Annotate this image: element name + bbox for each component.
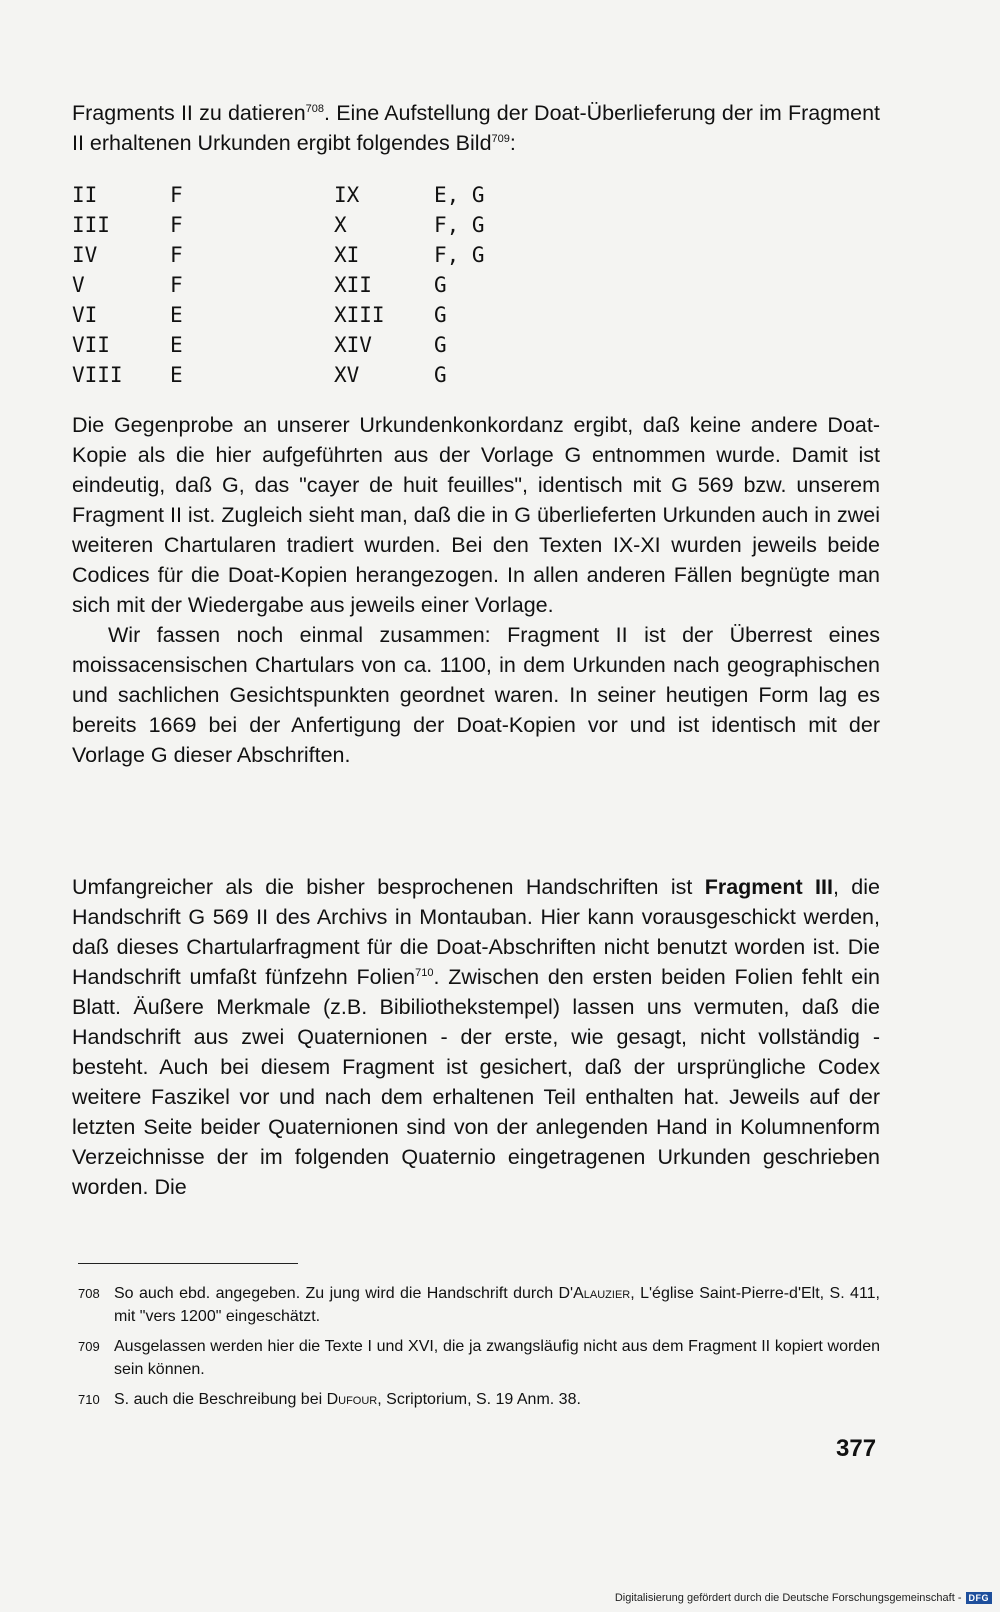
source-letter: E	[170, 333, 183, 357]
footnote-text: Ausgelassen werden hier die Texte I und XVI, die ja zwangsläufig nicht aus dem Fragment II kopiert worden sein können.	[114, 1338, 880, 1378]
charter-number: XV	[334, 363, 360, 387]
footnote-text: So auch ebd. angegeben. Zu jung wird die Handschrift durch	[114, 1285, 559, 1302]
table-row	[72, 270, 447, 300]
body-paragraph-summary: Wir fassen noch einmal zusammen: Fragment II ist der Überrest eines moissacensischen Chartulars von ca. 1100, in dem Urkunden nach geographischen und sachlichen Gesichtspunkten geordnet waren. In seiner heutigen Form lag es bereits 1669 bei der Anfertigung der Doat-Kopien vor und ist identisch mit der Vorlage G dieser Abschriften.	[72, 623, 880, 767]
bold-term: Fragment III	[704, 875, 833, 899]
table-row	[72, 330, 447, 360]
charter-number: VII	[72, 333, 110, 357]
source-letter: F	[170, 213, 183, 237]
source-letter: G	[434, 363, 447, 387]
page-number: 377	[836, 1435, 877, 1462]
charter-number: XIII	[334, 303, 385, 327]
text-run: . Eine Aufstellung der Doat-Überlieferung der im Fragment II erhaltenen Urkunden ergibt folgendes Bild	[72, 101, 881, 155]
text-run: , die Handschrift G 569 II des Archivs in Montauban. Hier kann vorausgeschickt werden, daß dieses Chartularfragment für die Doat-Abschriften nicht benutzt worden ist. Die Handschrift umfaßt fünfzehn Folien	[72, 875, 880, 989]
digitization-footer	[615, 1590, 992, 1606]
charter-number: VIII	[72, 363, 123, 387]
source-letter: G	[434, 273, 447, 297]
charter-number: XI	[334, 243, 360, 267]
paragraph-intro	[72, 98, 880, 158]
source-letter: G	[434, 333, 447, 357]
footnote-number: 708	[78, 1286, 100, 1301]
footnote-text: , L'église Saint-Pierre-d'Elt, S. 411, mit "vers 1200" eingeschätzt.	[114, 1285, 880, 1325]
source-letter: G	[434, 303, 447, 327]
charter-number: VI	[72, 303, 98, 327]
charter-number: XIV	[334, 333, 372, 357]
source-letter: F	[170, 273, 183, 297]
text-run: Fragments II zu datieren	[72, 101, 306, 125]
footnote-author: D'Alauzier	[558, 1285, 631, 1302]
footnote-text: , Scriptorium, S. 19 Anm. 38.	[377, 1391, 581, 1408]
source-letter: F, G	[434, 213, 485, 237]
table-row	[72, 360, 447, 390]
paragraph-fragment-iii	[72, 872, 880, 1202]
footnote-ref-710[interactable]: 710	[415, 967, 434, 979]
source-letter: F	[170, 243, 183, 267]
table-row	[72, 240, 485, 270]
source-letter: E	[170, 303, 183, 327]
paragraph-counterproof	[72, 410, 880, 770]
text-run: :	[509, 131, 516, 155]
table-row	[72, 180, 485, 210]
footnotes	[78, 1282, 880, 1418]
source-letter: F, G	[434, 243, 485, 267]
footnote-divider	[78, 1263, 298, 1264]
text-run: . Zwischen den ersten beiden Folien fehlt ein Blatt. Äußere Merkmale (z.B. Bibiliothekstempel) lassen uns vermuten, daß die Handschrift aus zwei Quaternionen - der erste, wie gesagt, nicht vollständig - besteht. Auch bei diesem Fragment ist gesichert, daß der ursprüngliche Codex weitere Faszikel vor und nach dem erhaltenen Teil enthalten hat. Jeweils auf der letzten Seite beider Quaternionen sind von der anlegenden Hand in Kolumnenform Verzeichnisse der im folgenden Quaternio eingetragenen Urkunden geschrieben worden. Die	[72, 965, 880, 1199]
footnote-number: 709	[78, 1339, 100, 1354]
source-letter: E, G	[434, 183, 485, 207]
charter-number: V	[72, 273, 85, 297]
footnote-author: Dufour	[326, 1391, 378, 1408]
body-paragraph: Die Gegenprobe an unserer Urkundenkonkordanz ergibt, daß keine andere Doat-Kopie als die hier aufgeführten aus der Vorlage G entnommen wurde. Damit ist eindeutig, daß G, das "cayer de huit feuilles", identisch mit G 569 bzw. unserem Fragment II ist. Zugleich sieht man, daß die in G überlieferten Urkunden auch in zwei weiteren Chartularen tradiert wurden. Bei den Texten IX-XI wurden jeweils beide Codices für die Doat-Kopien herangezogen. In allen anderen Fällen begnügte man sich mit der Wiedergabe aus jeweils einer Vorlage.	[72, 413, 880, 617]
footnote-text: S. auch die Beschreibung bei	[114, 1391, 327, 1408]
dfg-logo-icon: DFG	[966, 1592, 993, 1604]
text-run: Umfangreicher als die bisher besprochenen Handschriften ist	[72, 875, 705, 899]
table-row	[72, 300, 447, 330]
charter-number: XII	[334, 273, 372, 297]
charter-number: II	[72, 183, 98, 207]
footer-text: Digitalisierung gefördert durch die Deutsche Forschungsgemeinschaft -	[614, 1592, 962, 1604]
charter-number: IV	[72, 243, 98, 267]
footnote-ref-709[interactable]: 709	[491, 133, 510, 145]
table-row	[72, 210, 485, 240]
doat-tradition-table	[72, 180, 485, 390]
footnote-709	[78, 1335, 880, 1381]
footnote-ref-708[interactable]: 708	[305, 103, 325, 115]
charter-number: III	[72, 213, 110, 237]
charter-number: IX	[334, 183, 360, 207]
source-letter: F	[170, 183, 183, 207]
footnote-number: 710	[78, 1392, 100, 1407]
footnote-708	[78, 1282, 880, 1328]
charter-number: X	[334, 213, 347, 237]
footnote-710	[78, 1388, 880, 1411]
source-letter: E	[170, 363, 183, 387]
